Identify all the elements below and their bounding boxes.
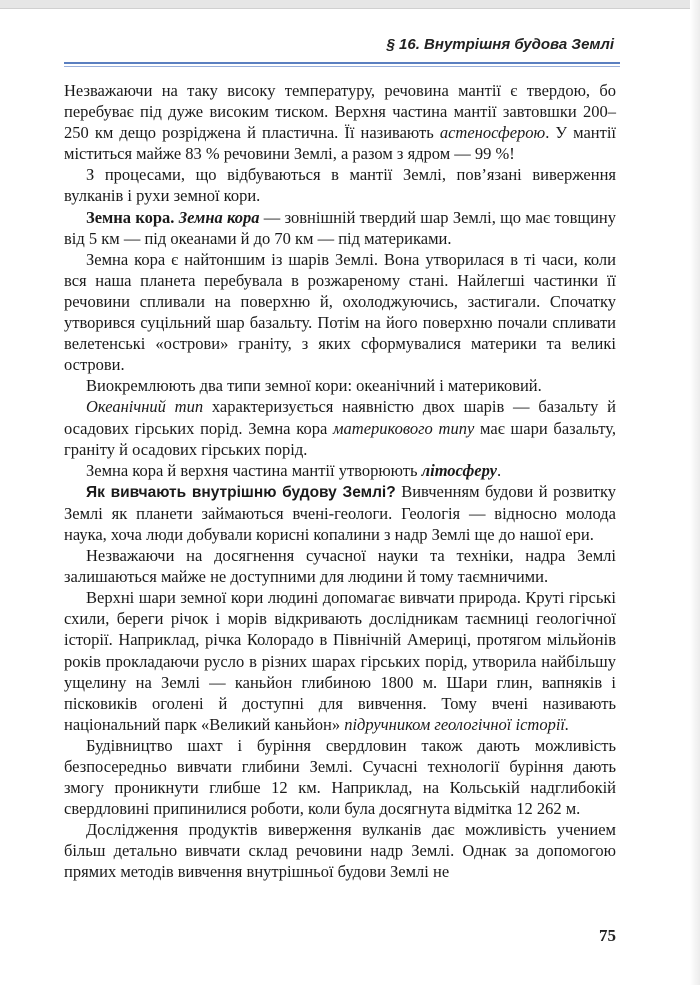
emphasis-text: астеносферою xyxy=(439,123,546,143)
body-text: має шари базальту, граніту й осадових гірських порід. xyxy=(64,418,616,459)
running-header: § 16. Внутрішня будова Землі xyxy=(386,36,614,53)
paragraph xyxy=(64,207,616,249)
body-text: Верхні шари земної кори людині допомагає вивчати природа. Круті гірські схили, береги річок і морів відкривають дослідникам таємниці геологічної історії. Наприклад, річка Колорадо в Північній Америці, протягом мільйонів років прокладаючи русло в різних шарах гірських порід, утворила найбільшу ущелину на Землі — каньйон глибиною 1800 м. Шари глин, вапняків і пісковиків оголені й доступні для вивчення. Тому вчені називають національний парк «Великий каньйон» xyxy=(64,588,616,734)
body-text: Будівництво шахт і буріння свердловин також дають можливість безпосередньо вивчати глибини Землі. Сучасні технології буріння дають змогу проникнути глибше 12 км. Наприклад, на Кольській надглибокій свердловині припинилися роботи, коли була досягнута відмітка 12 262 м. xyxy=(64,735,616,819)
paragraph xyxy=(64,460,616,481)
emphasis-text: Океанічний тип xyxy=(86,397,204,417)
body-text: З процесами, що відбуваються в мантії Землі, пов’язані виверження вулканів і рухи земної кори. xyxy=(64,165,616,206)
body-text: Виокремлюють два типи земної кори: океанічний і материковий. xyxy=(86,376,542,396)
body-text: характеризується наявністю двох шарів — базальту й осадових гірських порід. Земна кора xyxy=(64,397,616,438)
page-number: 75 xyxy=(599,926,616,945)
emphasis-text: Як вивчають внутрішню будову Землі? xyxy=(86,483,396,501)
emphasis-text: Земна кора. xyxy=(86,207,175,227)
emphasis-text: Земна кора xyxy=(178,207,260,227)
emphasis-text: підручником геологічної історії. xyxy=(344,714,570,734)
paragraph xyxy=(64,481,616,545)
page-top-edge xyxy=(0,0,700,9)
body-text: — зовнішній твердий шар Землі, що має товщину від 5 км — під океанами й до 70 км — під материками. xyxy=(64,207,617,248)
page-body xyxy=(64,80,616,883)
paragraph xyxy=(64,735,616,819)
paragraph xyxy=(64,587,616,735)
paragraph xyxy=(64,164,616,206)
body-text: Земна кора є найтоншим із шарів Землі. Вона утворилася в ті часи, коли вся наша планета перебувала в розжареному стані. Найлегші частинки її речовини спливали на поверхню й, охолоджуючись, застигали. Спочатку утворився суцільний шар базальту. Потім на його поверхню почали спливати велетенські «острови» граніту, з яких сформувалися материки та великі острови. xyxy=(64,249,616,375)
body-text: . xyxy=(496,460,502,480)
paragraph xyxy=(64,545,616,587)
body-text: Земна кора й верхня частина мантії утворюють xyxy=(86,460,422,480)
body-text: Незважаючи на досягнення сучасної науки та техніки, надра Землі залишаються майже не доступними для людини й тому таємничими. xyxy=(64,546,616,587)
paragraph xyxy=(64,819,616,882)
body-text: Незважаючи на таку високу температуру, речовина мантії є твердою, бо перебуває під дуже високим тиском. Верхня частина мантії завтовшки 200–250 км дещо розріджена й пластична. Її називають xyxy=(64,81,616,143)
page-right-edge xyxy=(690,0,700,985)
paragraph xyxy=(64,375,616,396)
body-text: . У мантії міститься майже 83 % речовини Землі, а разом з ядром — 99 %! xyxy=(64,123,616,164)
emphasis-text: материкового типу xyxy=(333,418,475,438)
header-rule-thin xyxy=(64,66,620,67)
body-text: Дослідження продуктів виверження вулканів дає можливість учением більш детально вивчати склад речовини надр Землі. Однак за допомогою прямих методів вивчення внутрішньої будови Землі не xyxy=(64,820,616,882)
header-rule xyxy=(64,62,620,64)
paragraph xyxy=(64,249,616,376)
paragraph xyxy=(64,396,616,459)
paragraph xyxy=(64,80,616,164)
body-text: Вивченням будови й розвитку Землі як планети займаються вчені-геологи. Геологія — відносно молода наука, хоча люди добували корисні копалини з надр Землі ще до нашої ери. xyxy=(64,481,616,544)
emphasis-text: літосферу xyxy=(421,460,497,480)
